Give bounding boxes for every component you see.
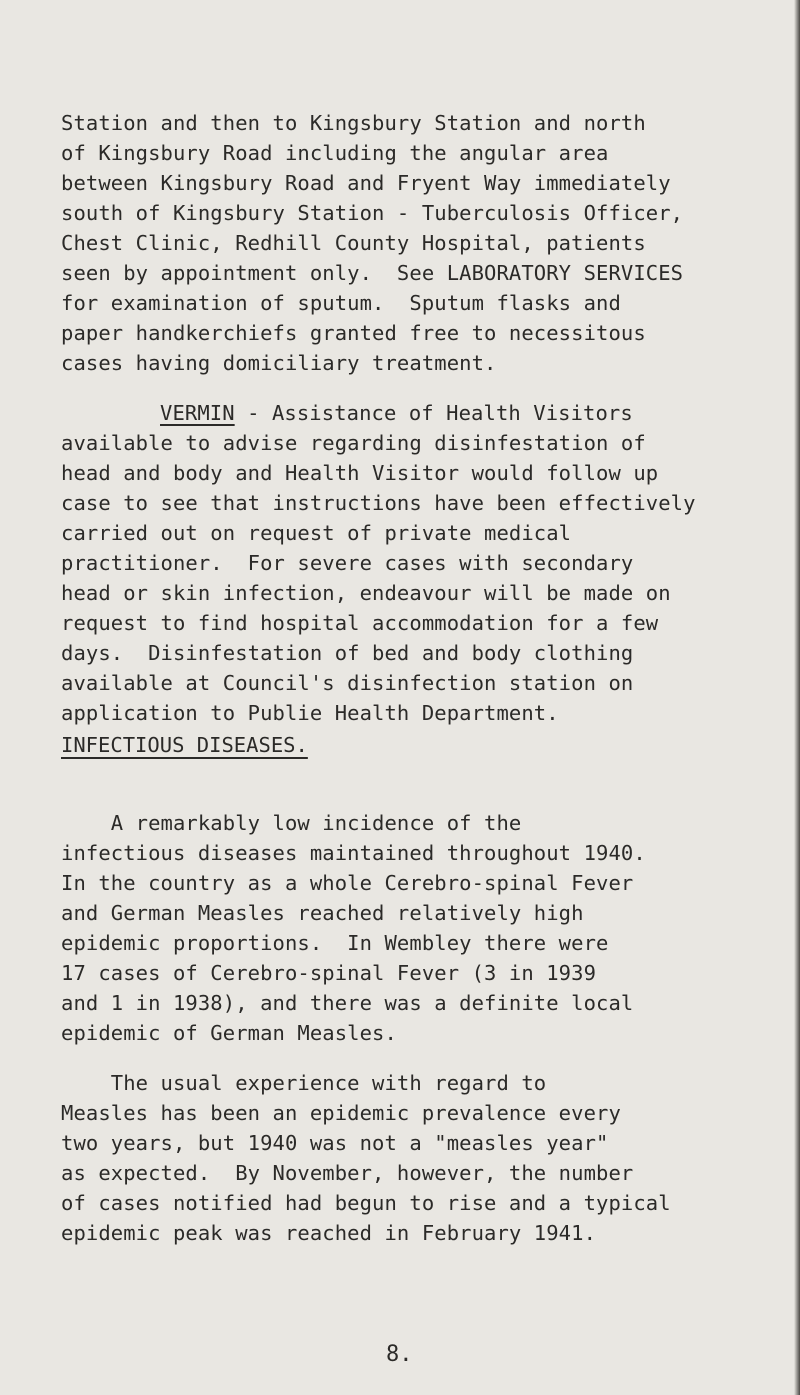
text-line: for examination of sputum. Sputum flasks and bbox=[61, 291, 621, 315]
text-line: and 1 in 1938), and there was a definite local bbox=[61, 991, 634, 1015]
text-line: practitioner. For severe cases with secondary bbox=[61, 551, 634, 575]
text-line: between Kingsbury Road and Fryent Way immediately bbox=[61, 171, 671, 195]
text-line: two years, but 1940 was not a "measles year" bbox=[61, 1131, 609, 1155]
text-line: and German Measles reached relatively high bbox=[61, 901, 584, 925]
text-line: Station and then to Kingsbury Station and north bbox=[61, 111, 646, 135]
text-line: of Kingsbury Road including the angular area bbox=[61, 141, 609, 165]
text-line: Chest Clinic, Redhill County Hospital, patients bbox=[61, 231, 646, 255]
text-line: head and body and Health Visitor would follow up bbox=[61, 461, 659, 485]
text-line: epidemic proportions. In Wembley there were bbox=[61, 931, 609, 955]
text-line: infectious diseases maintained throughout 1940. bbox=[61, 841, 646, 865]
text-line: carried out on request of private medical bbox=[61, 521, 572, 545]
text-line: case to see that instructions have been effectively bbox=[61, 491, 696, 515]
vermin-first-line-text: - Assistance of Health Visitors bbox=[234, 401, 633, 425]
text-line: request to find hospital accommodation for a few bbox=[61, 611, 659, 635]
section-heading: INFECTIOUS DISEASES. bbox=[61, 733, 308, 757]
text-line: A remarkably low incidence of the bbox=[61, 811, 522, 835]
text-line: available to advise regarding disinfestation of bbox=[61, 431, 646, 455]
text-line: of cases notified had begun to rise and a typical bbox=[61, 1191, 671, 1215]
text-line: available at Council's disinfection station on bbox=[61, 671, 634, 695]
text-line: epidemic peak was reached in February 1941. bbox=[61, 1221, 597, 1245]
text-line: cases having domiciliary treatment. bbox=[61, 351, 497, 375]
text-line: epidemic of German Measles. bbox=[61, 1021, 397, 1045]
text-line: days. Disinfestation of bed and body clothing bbox=[61, 641, 634, 665]
text-line: as expected. By November, however, the number bbox=[61, 1161, 634, 1185]
text-line: 17 cases of Cerebro-spinal Fever (3 in 1939 bbox=[61, 961, 597, 985]
text-line: south of Kingsbury Station - Tuberculosis Officer, bbox=[61, 201, 684, 225]
vermin-heading: VERMIN bbox=[160, 401, 235, 425]
text-line: Measles has been an epidemic prevalence every bbox=[61, 1101, 621, 1125]
page-number: 8. bbox=[386, 1342, 413, 1367]
text-line: paper handkerchiefs granted free to necessitous bbox=[61, 321, 646, 345]
text-line: In the country as a whole Cerebro-spinal Fever bbox=[61, 871, 634, 895]
text-line: seen by appointment only. See LABORATORY SERVICES bbox=[61, 261, 684, 285]
page-edge-shadow bbox=[794, 0, 800, 1395]
vermin-first-line bbox=[160, 398, 633, 428]
text-line: application to Publie Health Department. bbox=[61, 701, 559, 725]
text-line: The usual experience with regard to bbox=[61, 1071, 547, 1095]
text-line: head or skin infection, endeavour will be made on bbox=[61, 581, 671, 605]
